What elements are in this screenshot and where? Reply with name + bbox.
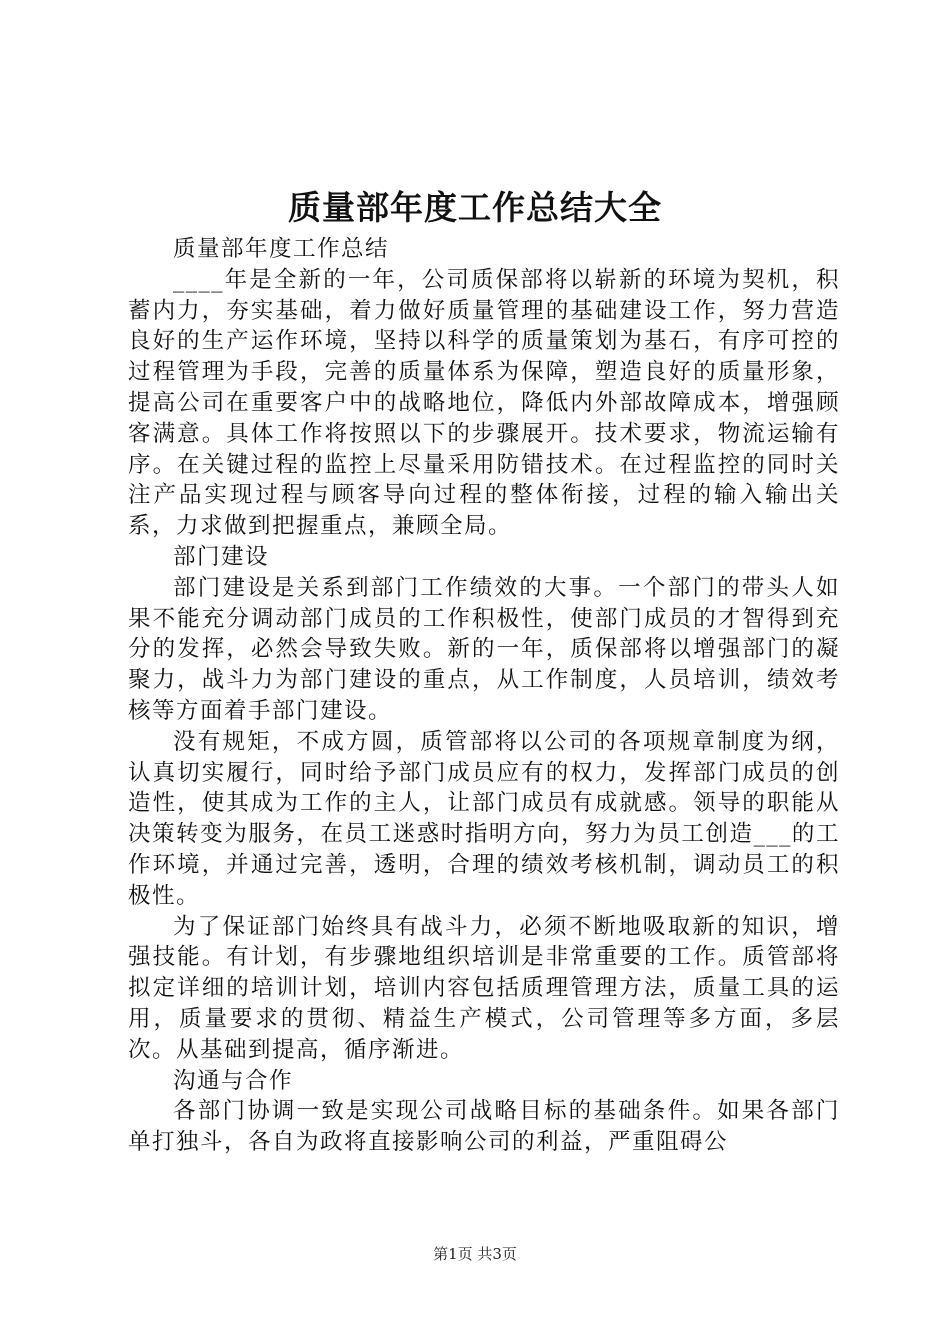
- body-paragraph: 为了保证部门始终具有战斗力，必须不断地吸取新的知识，增强技能。有计划，有步骤地组织培训是非常重要的工作。质管部将拟定详细的培训计划，培训内容包括质理管理方法，质量工具的运用，质量要求的贯彻、精益生产模式，公司管理等多方面，多层次。从基础到提高，循序渐进。: [128, 913, 840, 1063]
- body-paragraph: 没有规矩，不成方圆，质管部将以公司的各项规章制度为纲，认真切实履行，同时给予部门成员应有的权力，发挥部门成员的创造性，使其成为工作的主人，让部门成员有成就感。领导的职能从决策转变为服务，在员工迷惑时指明方向，努力为员工创造___的工作环境，并通过完善，透明，合理的绩效考核机制，调动员工的积极性。: [128, 728, 840, 909]
- section-heading: 部门建设: [173, 543, 270, 570]
- section-heading: 质量部年度工作总结: [173, 236, 390, 262]
- document-body: [128, 234, 840, 1158]
- body-paragraph: ____年是全新的一年，公司质保部将以崭新的环境为契机，积蓄内力，夯实基础，着力做好质量管理的基础建设工作，努力营造良好的生产运作环境，坚持以科学的质量策划为基石，有序可控的过程管理为手段，完善的质量体系为保障，塑造良好的质量形象，提高公司在重要客户中的战略地位，降低内外部故障成本，增强顾客满意。具体工作将按照以下的步骤展开。技术要求，物流运输有序。在关键过程的监控上尽量采用防错技术。在过程监控的同时关注产品实现过程与顾客导向过程的整体衔接，过程的输入输出关系，力求做到把握重点，兼顾全局。: [128, 266, 840, 540]
- body-paragraph: 各部门协调一致是实现公司战略目标的基础条件。如果各部门单打独斗，各自为政将直接影响公司的利益，严重阻碍公: [128, 1098, 840, 1156]
- body-paragraph: 部门建设是关系到部门工作绩效的大事。一个部门的带头人如果不能充分调动部门成员的工作积极性，使部门成员的才智得到充分的发挥，必然会导致失败。新的一年，质保部将以增强部门的凝聚力，战斗力为部门建设的重点，从工作制度，人员培训，绩效考核等方面着手部门建设。: [128, 574, 840, 724]
- section-heading: 沟通与合作: [173, 1067, 294, 1094]
- document-title: 质量部年度工作总结大全: [288, 188, 662, 227]
- page-number-footer: 第1页 共3页: [433, 1245, 517, 1263]
